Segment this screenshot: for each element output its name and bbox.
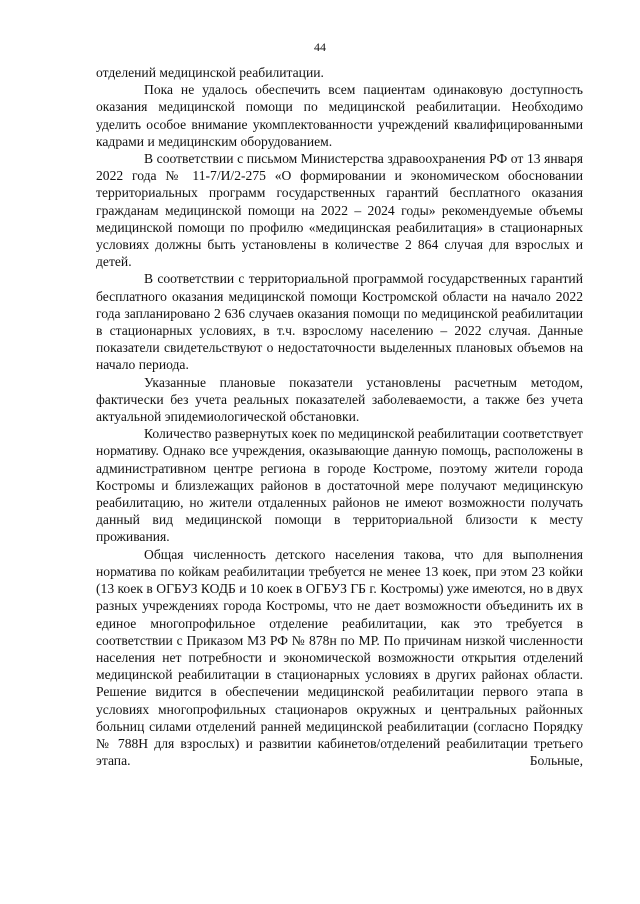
paragraph: В соответствии с письмом Министерства здравоохранения РФ от 13 января 2022 года № 11-7/И/2-275 «О формировании и экономическом обосновании территориальных программ государственных гарантий бесплатного оказания гражданам медицинской помощи на 2022 – 2024 годы» рекомендуемые объемы медицинской помощи по профилю «медицинская реабилитация» в стационарных условиях должны быть установлены в количестве 2 864 случая для взрослых и детей.: [96, 151, 583, 270]
document-body: [96, 64, 583, 769]
paragraph: Общая численность детского населения такова, что для выполнения норматива по койкам реабилитации требуется не менее 13 коек, при этом 23 койки (13 коек в ОГБУЗ КОДБ и 10 коек в ОГБУЗ ГБ г. Костромы) уже имеются, но в двух разных учреждениях города Костромы, что не дает возможности объединить их в единое многопрофильное отделение реабилитации, как это требуется в соответствии с Приказом МЗ РФ № 878н по МР. По причинам низкой численности населения нет потребности и экономической возможности открытия отделений медицинской реабилитации в стационарных условиях в других районах области. Решение видится в обеспечении медицинской реабилитации первого этапа в условиях многопрофильных стационаров окружных и центральных районных больниц силами отделений ранней медицинской реабилитации (согласно Порядку № 788Н для взрослых) и развитии кабинетов/отделений реабилитации третьего этапа. Больные,: [96, 546, 583, 769]
page-number: 44: [314, 40, 326, 54]
paragraph: Количество развернутых коек по медицинской реабилитации соответствует нормативу. Однако все учреждения, оказывающие данную помощь, расположены в административном центре региона в городе Костроме, поэтому жители города Костромы и близлежащих районов в достаточной мере получают медицинскую реабилитацию, но жители отдаленных районов не имеют возможности получать данный вид медицинской помощи в территориальной близости к месту проживания.: [96, 426, 583, 545]
paragraph: Указанные плановые показатели установлены расчетным методом, фактически без учета реальных показателей заболеваемости, а также без учета актуальной эпидемиологической обстановки.: [96, 374, 583, 425]
paragraph: Пока не удалось обеспечить всем пациентам одинаковую доступность оказания медицинской помощи по медицинской реабилитации. Необходимо уделить особое внимание укомплектованности учреждений квалифицированными кадрами и медицинским оборудованием.: [96, 82, 583, 149]
paragraph: В соответствии с территориальной программой государственных гарантий бесплатного оказания медицинской помощи Костромской области на начало 2022 года запланировано 2 636 случаев оказания помощи по медицинской реабилитации в стационарных условиях, в т.ч. взрослому населению – 2022 случая. Данные показатели свидетельствуют о недостаточности выделенных плановых объемов на начало периода.: [96, 271, 583, 373]
paragraph-continuation: отделений медицинской реабилитации.: [96, 65, 324, 80]
